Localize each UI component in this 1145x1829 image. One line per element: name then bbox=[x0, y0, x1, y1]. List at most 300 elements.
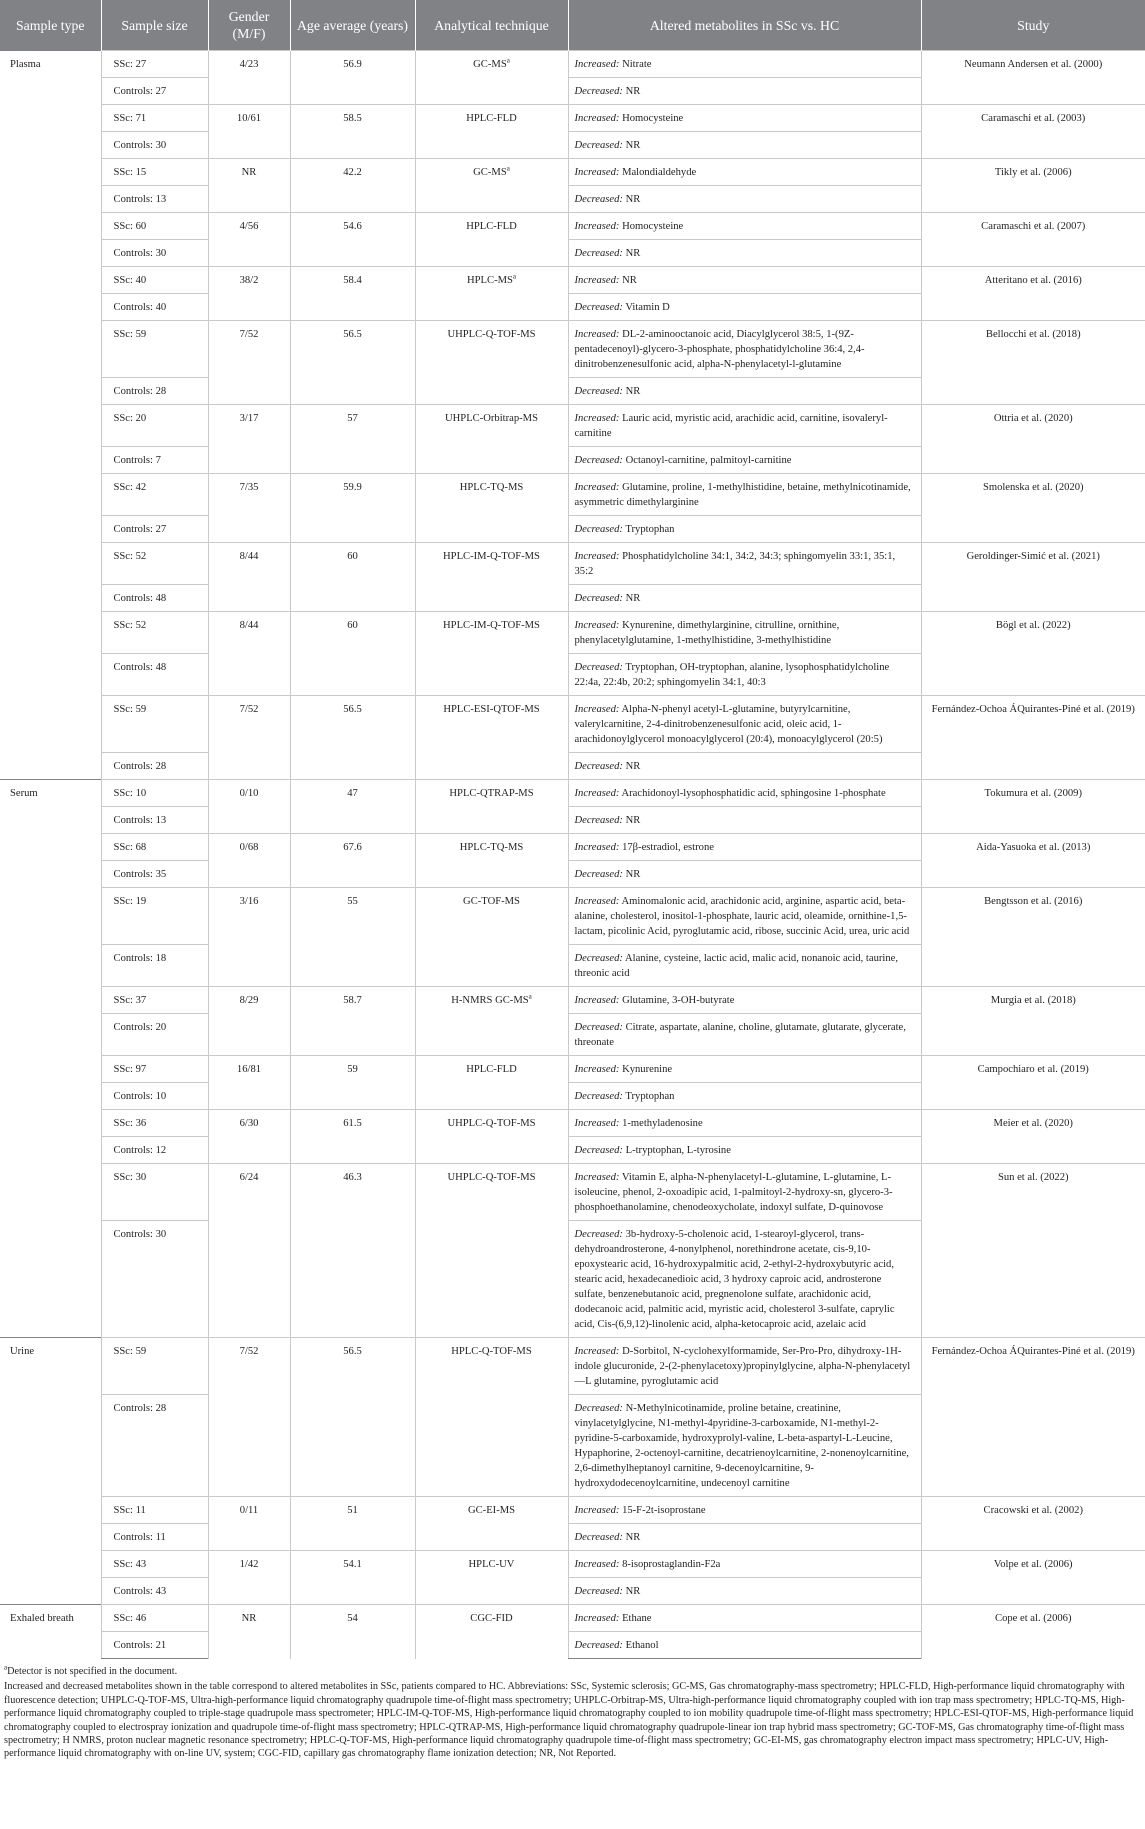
decreased-metabolites: NR bbox=[625, 869, 641, 880]
technique-text: HPLC-TQ-MS bbox=[459, 482, 524, 493]
technique-text: GC-TOF-MS bbox=[463, 896, 520, 907]
decreased-cell bbox=[568, 1632, 921, 1659]
increased-metabolites: 8-isoprostaglandin-F2a bbox=[622, 1559, 721, 1570]
study-cell: Atteritano et al. (2016) bbox=[921, 267, 1145, 321]
technique-text: UHPLC-Q-TOF-MS bbox=[447, 329, 536, 340]
technique-cell bbox=[415, 105, 568, 159]
technique-cell bbox=[415, 1110, 568, 1164]
technique-text: GC-MS bbox=[473, 59, 507, 70]
age-cell: 61.5 bbox=[290, 1110, 415, 1164]
ssc-size-cell: SSc: 37 bbox=[101, 987, 208, 1014]
decreased-cell bbox=[568, 1014, 921, 1056]
decreased-label: Decreased: bbox=[574, 524, 623, 535]
table-row bbox=[0, 1056, 1145, 1083]
controls-size-cell: Controls: 13 bbox=[101, 807, 208, 834]
gender-cell: 6/30 bbox=[208, 1110, 290, 1164]
table-row bbox=[0, 1605, 1145, 1632]
increased-cell bbox=[568, 696, 921, 753]
technique-cell bbox=[415, 1605, 568, 1659]
ssc-size-cell: SSc: 59 bbox=[101, 321, 208, 378]
controls-size-cell: Controls: 13 bbox=[101, 186, 208, 213]
increased-metabolites: Vitamin E, alpha-N-phenylacetyl-L-glutamine, L-glutamine, L-isoleucine, phenol, 2-oxoadipic acid, 1-palmitoyl-2-hydroxy-sn, glycero-3-phosphoethanolamine, chenodeoxycholate, indoxyl sulfate, D-quinovose bbox=[574, 1172, 893, 1213]
controls-size-cell: Controls: 40 bbox=[101, 294, 208, 321]
ssc-size-cell: SSc: 42 bbox=[101, 474, 208, 516]
decreased-metabolites: NR bbox=[625, 761, 641, 772]
increased-metabolites: Arachidonoyl-lysophosphatidic acid, sphingosine 1-phosphate bbox=[621, 788, 886, 799]
table-row bbox=[0, 405, 1145, 447]
ssc-size-cell: SSc: 11 bbox=[101, 1497, 208, 1524]
ssc-size-cell: SSc: 20 bbox=[101, 405, 208, 447]
study-cell: Caramaschi et al. (2007) bbox=[921, 213, 1145, 267]
controls-size-cell: Controls: 27 bbox=[101, 516, 208, 543]
decreased-label: Decreased: bbox=[574, 953, 623, 964]
age-cell: 51 bbox=[290, 1497, 415, 1551]
technique-cell bbox=[415, 405, 568, 474]
technique-text: HPLC-MS bbox=[466, 275, 513, 286]
decreased-cell bbox=[568, 945, 921, 987]
increased-label: Increased: bbox=[574, 59, 620, 70]
study-cell: Neumann Andersen et al. (2000) bbox=[921, 51, 1145, 105]
decreased-cell bbox=[568, 186, 921, 213]
increased-cell bbox=[568, 834, 921, 861]
increased-metabolites: Kynurenine, dimethylarginine, citrulline, ornithine, phenylacetylglutamine, 1-methylhistidine, 3-methylhistidine bbox=[574, 620, 840, 646]
increased-metabolites: Alpha-N-phenyl acetyl-L-glutamine, butyrylcarnitine, valerylcarnitine, 2-4-dinitrobenzenesulfonic acid, oleic acid, 1-arachidonoylglycerol monoacylglycerol (20:4), monoacylglycerol (20:5) bbox=[574, 704, 883, 745]
study-cell: Aida-Yasuoka et al. (2013) bbox=[921, 834, 1145, 888]
increased-metabolites: Glutamine, 3-OH-butyrate bbox=[622, 995, 735, 1006]
increased-label: Increased: bbox=[574, 1346, 620, 1357]
gender-cell: NR bbox=[208, 1605, 290, 1659]
controls-size-cell: Controls: 28 bbox=[101, 378, 208, 405]
technique-cell bbox=[415, 51, 568, 105]
ssc-size-cell: SSc: 59 bbox=[101, 1338, 208, 1395]
technique-cell bbox=[415, 267, 568, 321]
decreased-cell bbox=[568, 585, 921, 612]
increased-metabolites: DL-2-aminooctanoic acid, Diacylglycerol 38:5, 1-(9Z-pentadecenoyl)-glycero-3-phosphate, phosphatidylcholine 36:4, 2,4-dinitrobenzenesulfonic acid, alpha-N-phenylacetyl-l-glutamine bbox=[574, 329, 865, 370]
controls-size-cell: Controls: 12 bbox=[101, 1137, 208, 1164]
increased-label: Increased: bbox=[574, 113, 620, 124]
increased-cell bbox=[568, 1056, 921, 1083]
technique-cell bbox=[415, 987, 568, 1056]
increased-label: Increased: bbox=[574, 1172, 620, 1183]
increased-cell bbox=[568, 159, 921, 186]
study-cell: Campochiaro et al. (2019) bbox=[921, 1056, 1145, 1110]
study-cell: Fernández-Ochoa ÁQuirantes-Piné et al. (2019) bbox=[921, 696, 1145, 780]
increased-label: Increased: bbox=[574, 167, 620, 178]
ssc-size-cell: SSc: 71 bbox=[101, 105, 208, 132]
technique-text: HPLC-Q-TOF-MS bbox=[451, 1346, 532, 1357]
controls-size-cell: Controls: 28 bbox=[101, 753, 208, 780]
increased-metabolites: Malondialdehyde bbox=[622, 167, 697, 178]
decreased-metabolites: NR bbox=[625, 248, 641, 259]
age-cell: 58.4 bbox=[290, 267, 415, 321]
footnote-detector bbox=[4, 1665, 1141, 1678]
technique-text: HPLC-ESI-QTOF-MS bbox=[443, 704, 540, 715]
age-cell: 57 bbox=[290, 405, 415, 474]
decreased-metabolites: NR bbox=[625, 86, 641, 97]
increased-label: Increased: bbox=[574, 1064, 620, 1075]
ssc-size-cell: SSc: 10 bbox=[101, 780, 208, 807]
age-cell: 60 bbox=[290, 612, 415, 696]
decreased-cell bbox=[568, 1578, 921, 1605]
table-row bbox=[0, 543, 1145, 585]
technique-cell bbox=[415, 612, 568, 696]
age-cell: 60 bbox=[290, 543, 415, 612]
decreased-metabolites: NR bbox=[625, 1532, 641, 1543]
technique-text: UHPLC-Orbitrap-MS bbox=[445, 413, 538, 424]
increased-cell bbox=[568, 1110, 921, 1137]
table-row bbox=[0, 474, 1145, 516]
decreased-label: Decreased: bbox=[574, 140, 623, 151]
technique-text: HPLC-IM-Q-TOF-MS bbox=[443, 551, 540, 562]
ssc-size-cell: SSc: 59 bbox=[101, 696, 208, 753]
decreased-label: Decreased: bbox=[574, 455, 623, 466]
increased-cell bbox=[568, 612, 921, 654]
technique-footnote-mark: a bbox=[512, 272, 517, 281]
increased-label: Increased: bbox=[574, 842, 620, 853]
decreased-metabolites: Ethanol bbox=[625, 1640, 659, 1651]
increased-metabolites: Glutamine, proline, 1-methylhistidine, betaine, methylnicotinamide, asymmetric dimethylarginine bbox=[574, 482, 911, 508]
decreased-metabolites: L-tryptophan, L-tyrosine bbox=[625, 1145, 731, 1156]
gender-cell: 8/44 bbox=[208, 543, 290, 612]
technique-cell bbox=[415, 780, 568, 834]
decreased-metabolites: NR bbox=[625, 815, 641, 826]
gender-cell: 0/68 bbox=[208, 834, 290, 888]
study-cell: Tikly et al. (2006) bbox=[921, 159, 1145, 213]
decreased-cell bbox=[568, 294, 921, 321]
decreased-label: Decreased: bbox=[574, 1640, 623, 1651]
decreased-cell bbox=[568, 78, 921, 105]
increased-cell bbox=[568, 474, 921, 516]
gender-cell: 3/16 bbox=[208, 888, 290, 987]
gender-cell: 0/10 bbox=[208, 780, 290, 834]
study-cell: Sun et al. (2022) bbox=[921, 1164, 1145, 1338]
increased-cell bbox=[568, 1605, 921, 1632]
table-row bbox=[0, 51, 1145, 78]
table-row bbox=[0, 321, 1145, 378]
increased-metabolites: Lauric acid, myristic acid, arachidic acid, carnitine, isovaleryl-carnitine bbox=[574, 413, 888, 439]
age-cell: 58.7 bbox=[290, 987, 415, 1056]
age-cell: 56.5 bbox=[290, 696, 415, 780]
header-age-average: Age average (years) bbox=[290, 0, 415, 51]
decreased-metabolites: Octanoyl-carnitine, palmitoyl-carnitine bbox=[625, 455, 792, 466]
increased-metabolites: NR bbox=[622, 275, 637, 286]
technique-footnote-mark: a bbox=[506, 164, 510, 173]
decreased-metabolites: NR bbox=[625, 593, 641, 604]
decreased-cell bbox=[568, 1083, 921, 1110]
increased-metabolites: Phosphatidylcholine 34:1, 34:2, 34:3; sphingomyelin 33:1, 35:1, 35:2 bbox=[574, 551, 896, 577]
table-row bbox=[0, 105, 1145, 132]
controls-size-cell: Controls: 30 bbox=[101, 240, 208, 267]
ssc-size-cell: SSc: 68 bbox=[101, 834, 208, 861]
increased-metabolites: Homocysteine bbox=[622, 113, 684, 124]
technique-text: GC-EI-MS bbox=[467, 1505, 516, 1516]
increased-label: Increased: bbox=[574, 620, 620, 631]
study-cell: Tokumura et al. (2009) bbox=[921, 780, 1145, 834]
increased-label: Increased: bbox=[574, 275, 620, 286]
sample-type-cell: Urine bbox=[0, 1338, 101, 1605]
ssc-size-cell: SSc: 30 bbox=[101, 1164, 208, 1221]
increased-label: Increased: bbox=[574, 482, 620, 493]
decreased-label: Decreased: bbox=[574, 248, 623, 259]
technique-cell bbox=[415, 474, 568, 543]
table-row bbox=[0, 159, 1145, 186]
decreased-cell bbox=[568, 807, 921, 834]
decreased-cell bbox=[568, 378, 921, 405]
age-cell: 42.2 bbox=[290, 159, 415, 213]
controls-size-cell: Controls: 21 bbox=[101, 1632, 208, 1659]
decreased-cell bbox=[568, 240, 921, 267]
decreased-cell bbox=[568, 654, 921, 696]
decreased-label: Decreased: bbox=[574, 1145, 623, 1156]
ssc-size-cell: SSc: 60 bbox=[101, 213, 208, 240]
technique-text: HPLC-IM-Q-TOF-MS bbox=[443, 620, 540, 631]
gender-cell: 7/35 bbox=[208, 474, 290, 543]
technique-cell bbox=[415, 1056, 568, 1110]
technique-cell bbox=[415, 1551, 568, 1605]
technique-cell bbox=[415, 1497, 568, 1551]
decreased-label: Decreased: bbox=[574, 1532, 623, 1543]
table-row bbox=[0, 888, 1145, 945]
increased-metabolites: Aminomalonic acid, arachidonic acid, arginine, aspartic acid, beta-alanine, cholesterol, inositol-1-phosphate, lauric acid, oleamide, ornithine-1,5-lactam, picolinic Acid, pyroglutamic acid, ribose, succinic Acid, urea, uric acid bbox=[574, 896, 910, 937]
increased-label: Increased: bbox=[574, 896, 620, 907]
ssc-size-cell: SSc: 40 bbox=[101, 267, 208, 294]
decreased-label: Decreased: bbox=[574, 869, 623, 880]
controls-size-cell: Controls: 43 bbox=[101, 1578, 208, 1605]
decreased-cell bbox=[568, 1221, 921, 1338]
study-cell: Caramaschi et al. (2003) bbox=[921, 105, 1145, 159]
study-cell: Fernández-Ochoa ÁQuirantes-Piné et al. (2019) bbox=[921, 1338, 1145, 1497]
gender-cell: 7/52 bbox=[208, 321, 290, 405]
technique-cell bbox=[415, 321, 568, 405]
age-cell: 59 bbox=[290, 1056, 415, 1110]
technique-cell bbox=[415, 1338, 568, 1497]
table-row bbox=[0, 1338, 1145, 1395]
study-cell: Bögl et al. (2022) bbox=[921, 612, 1145, 696]
gender-cell: 10/61 bbox=[208, 105, 290, 159]
table-row bbox=[0, 267, 1145, 294]
decreased-label: Decreased: bbox=[574, 662, 623, 673]
increased-label: Increased: bbox=[574, 788, 620, 799]
age-cell: 67.6 bbox=[290, 834, 415, 888]
controls-size-cell: Controls: 28 bbox=[101, 1395, 208, 1497]
decreased-label: Decreased: bbox=[574, 1403, 623, 1414]
increased-metabolites: Homocysteine bbox=[622, 221, 684, 232]
ssc-size-cell: SSc: 46 bbox=[101, 1605, 208, 1632]
gender-cell: 7/52 bbox=[208, 1338, 290, 1497]
increased-cell bbox=[568, 1338, 921, 1395]
controls-size-cell: Controls: 27 bbox=[101, 78, 208, 105]
study-cell: Ottria et al. (2020) bbox=[921, 405, 1145, 474]
age-cell: 58.5 bbox=[290, 105, 415, 159]
technique-footnote-mark: a bbox=[528, 992, 532, 1001]
age-cell: 56.5 bbox=[290, 321, 415, 405]
decreased-metabolites: NR bbox=[625, 140, 641, 151]
gender-cell: 3/17 bbox=[208, 405, 290, 474]
study-cell: Murgia et al. (2018) bbox=[921, 987, 1145, 1056]
footnote-detector-text: Detector is not specified in the document. bbox=[7, 1666, 178, 1677]
increased-cell bbox=[568, 780, 921, 807]
table-row bbox=[0, 696, 1145, 753]
table-row bbox=[0, 612, 1145, 654]
increased-label: Increased: bbox=[574, 1559, 620, 1570]
increased-cell bbox=[568, 405, 921, 447]
gender-cell: 6/24 bbox=[208, 1164, 290, 1338]
ssc-size-cell: SSc: 36 bbox=[101, 1110, 208, 1137]
age-cell: 54.6 bbox=[290, 213, 415, 267]
decreased-label: Decreased: bbox=[574, 1586, 623, 1597]
controls-size-cell: Controls: 10 bbox=[101, 1083, 208, 1110]
decreased-cell bbox=[568, 132, 921, 159]
technique-footnote-mark: a bbox=[506, 56, 510, 65]
increased-cell bbox=[568, 51, 921, 78]
increased-metabolites: Ethane bbox=[622, 1613, 652, 1624]
decreased-cell bbox=[568, 516, 921, 543]
decreased-label: Decreased: bbox=[574, 86, 623, 97]
decreased-label: Decreased: bbox=[574, 1022, 623, 1033]
increased-cell bbox=[568, 1551, 921, 1578]
decreased-metabolites: 3b-hydroxy-5-cholenoic acid, 1-stearoyl-glycerol, trans-dehydroandrosterone, 4-nonylphenol, norethindrone acetate, cis-9,10-epoxystearic acid, 16-hydroxypalmitic acid, 2-ethyl-2-hydroxybutyric acid, stearic acid, hexadecanedioic acid, 3 hydroxy caproic acid, androsterone sulfate, benzenebutanoic acid, pregnenolone sulfate, arachidonic acid, dodecanoic acid, palmitic acid, myristic acid, cholesterol 3-sulfate, caprylic acid, Cis-(6,9,12)-linolenic acid, alpha-ketocaproic acid, azelaic acid bbox=[574, 1229, 895, 1330]
decreased-metabolites: NR bbox=[625, 194, 641, 205]
gender-cell: 7/52 bbox=[208, 696, 290, 780]
table-row bbox=[0, 834, 1145, 861]
footnote-abbreviations: Increased and decreased metabolites shown in the table correspond to altered metabolites in SSc, patients compared to HC. Abbreviations: SSc, Systemic sclerosis; GC-MS, Gas chromatography-mass spectrometry; HPLC-FLD, High-performance liquid chromatography with fluorescence detection; UHPLC-Q-TOF-MS, Ultra-high-performance liquid chromatography quadrupole time-of-flight mass spectrometry; UHPLC-Orbitrap-MS, Ultra-high-performance liquid chromatography coupled with ion trap mass spectrometry; HPLC-TQ-MS, High-performance liquid chromatography coupled to triple-stage quadrupole mass spectrometer; HPLC-IM-Q-TOF-MS, High-performance liquid chromatography coupled to ion mobility quadrupole time-of-flight mass spectrometry; HPLC-ESI-QTOF-MS, High-performance liquid chromatography coupled to electrospray ionization and quadrupole time-of-flight mass spectrometry; HPLC-QTRAP-MS, High-performance liquid chromatography quadrupole-linear ion trap hybrid mass spectrometry; GC-TOF-MS, Gas chromatography time-of-flight mass spectrometry; H NMRS, proton nuclear magnetic resonance spectrometry; HPLC-Q-TOF-MS, High-performance liquid chromatography quadrupole time-of-flight mass spectrometry; GC-EI-MS, gas chromatography electron impact mass spectrometry; HPLC-UV, High-performance liquid chromatography with on-line UV, system; CGC-FID, capillary gas chromatography flame ionization detection; NR, Not Reported. bbox=[4, 1681, 1134, 1760]
ssc-size-cell: SSc: 15 bbox=[101, 159, 208, 186]
table-footnotes bbox=[0, 1659, 1145, 1761]
decreased-label: Decreased: bbox=[574, 815, 623, 826]
increased-cell bbox=[568, 105, 921, 132]
gender-cell: NR bbox=[208, 159, 290, 213]
age-cell: 54 bbox=[290, 1605, 415, 1659]
decreased-cell bbox=[568, 1137, 921, 1164]
study-cell: Cope et al. (2006) bbox=[921, 1605, 1145, 1659]
header-gender: Gender (M/F) bbox=[208, 0, 290, 51]
sample-type-cell: Serum bbox=[0, 780, 101, 1338]
header-altered-metabolites: Altered metabolites in SSc vs. HC bbox=[568, 0, 921, 51]
increased-cell bbox=[568, 888, 921, 945]
technique-cell bbox=[415, 213, 568, 267]
technique-cell bbox=[415, 543, 568, 612]
decreased-metabolites: Tryptophan bbox=[625, 1091, 675, 1102]
age-cell: 54.1 bbox=[290, 1551, 415, 1605]
age-cell: 56.5 bbox=[290, 1338, 415, 1497]
decreased-cell bbox=[568, 1395, 921, 1497]
decreased-cell bbox=[568, 861, 921, 888]
ssc-size-cell: SSc: 97 bbox=[101, 1056, 208, 1083]
increased-label: Increased: bbox=[574, 704, 620, 715]
decreased-label: Decreased: bbox=[574, 1229, 623, 1240]
study-cell: Smolenska et al. (2020) bbox=[921, 474, 1145, 543]
increased-metabolites: Nitrate bbox=[622, 59, 652, 70]
decreased-metabolites: Tryptophan bbox=[625, 524, 675, 535]
decreased-label: Decreased: bbox=[574, 302, 623, 313]
decreased-metabolites: Citrate, aspartate, alanine, choline, glutamate, glutarate, glycerate, threonate bbox=[574, 1022, 906, 1048]
increased-label: Increased: bbox=[574, 1613, 620, 1624]
increased-cell bbox=[568, 987, 921, 1014]
gender-cell: 0/11 bbox=[208, 1497, 290, 1551]
decreased-metabolites: Tryptophan, OH-tryptophan, alanine, lysophosphatidylcholine 22:4a, 22:4b, 20:2; sphingomyelin 34:1, 40:3 bbox=[574, 662, 890, 688]
table-row bbox=[0, 213, 1145, 240]
table-row bbox=[0, 1551, 1145, 1578]
sample-type-cell: Exhaled breath bbox=[0, 1605, 101, 1659]
increased-metabolites: 17β-estradiol, estrone bbox=[622, 842, 714, 853]
header-analytical-technique: Analytical technique bbox=[415, 0, 568, 51]
controls-size-cell: Controls: 11 bbox=[101, 1524, 208, 1551]
study-cell: Geroldinger-Simić et al. (2021) bbox=[921, 543, 1145, 612]
increased-label: Increased: bbox=[574, 995, 620, 1006]
decreased-label: Decreased: bbox=[574, 194, 623, 205]
technique-cell bbox=[415, 888, 568, 987]
age-cell: 46.3 bbox=[290, 1164, 415, 1338]
increased-label: Increased: bbox=[574, 1505, 620, 1516]
table-header bbox=[0, 0, 1145, 51]
decreased-metabolites: N-Methylnicotinamide, proline betaine, creatinine, vinylacetylglycine, N1-methyl-4pyridine-3-carboxamide, N1-methyl-2-pyridine-5-carboxamide, hydroxyprolyl-valine, L-beta-aspartyl-L-Leucine, Hypaphorine, 2-octenoyl-carnitine, decatrienoylcarnitine, 2-nonenoylcarnitine, 2,6-dimethylheptanoyl carnitine, 9-decenoylcarnitine, 9-hydroxydodecenoylcarnitine, undecenoyl carnitine bbox=[574, 1403, 909, 1489]
study-cell: Volpe et al. (2006) bbox=[921, 1551, 1145, 1605]
gender-cell: 38/2 bbox=[208, 267, 290, 321]
ssc-size-cell: SSc: 19 bbox=[101, 888, 208, 945]
increased-label: Increased: bbox=[574, 329, 620, 340]
controls-size-cell: Controls: 18 bbox=[101, 945, 208, 987]
increased-label: Increased: bbox=[574, 413, 620, 424]
technique-text: HPLC-FLD bbox=[466, 1064, 517, 1075]
header-study: Study bbox=[921, 0, 1145, 51]
gender-cell: 4/56 bbox=[208, 213, 290, 267]
decreased-label: Decreased: bbox=[574, 593, 623, 604]
footnote-mark: a bbox=[4, 1663, 8, 1672]
controls-size-cell: Controls: 7 bbox=[101, 447, 208, 474]
increased-metabolites: 15-F-2t-isoprostane bbox=[622, 1505, 706, 1516]
gender-cell: 16/81 bbox=[208, 1056, 290, 1110]
header-sample-size: Sample size bbox=[101, 0, 208, 51]
technique-cell bbox=[415, 159, 568, 213]
controls-size-cell: Controls: 48 bbox=[101, 585, 208, 612]
decreased-cell bbox=[568, 1524, 921, 1551]
technique-text: HPLC-FLD bbox=[466, 221, 517, 232]
increased-cell bbox=[568, 543, 921, 585]
study-cell: Meier et al. (2020) bbox=[921, 1110, 1145, 1164]
study-cell: Bengtsson et al. (2016) bbox=[921, 888, 1145, 987]
table-row bbox=[0, 987, 1145, 1014]
increased-label: Increased: bbox=[574, 221, 620, 232]
technique-cell bbox=[415, 696, 568, 780]
technique-text: UHPLC-Q-TOF-MS bbox=[447, 1118, 536, 1129]
increased-cell bbox=[568, 267, 921, 294]
decreased-metabolites: Vitamin D bbox=[625, 302, 670, 313]
increased-metabolites: Kynurenine bbox=[622, 1064, 673, 1075]
technique-text: HPLC-UV bbox=[468, 1559, 515, 1570]
decreased-label: Decreased: bbox=[574, 761, 623, 772]
increased-cell bbox=[568, 1497, 921, 1524]
increased-cell bbox=[568, 213, 921, 240]
header-sample-type: Sample type bbox=[0, 0, 101, 51]
study-cell: Bellocchi et al. (2018) bbox=[921, 321, 1145, 405]
ssc-size-cell: SSc: 43 bbox=[101, 1551, 208, 1578]
controls-size-cell: Controls: 48 bbox=[101, 654, 208, 696]
ssc-size-cell: SSc: 27 bbox=[101, 51, 208, 78]
technique-cell bbox=[415, 834, 568, 888]
table-row bbox=[0, 1164, 1145, 1221]
decreased-label: Decreased: bbox=[574, 1091, 623, 1102]
ssc-size-cell: SSc: 52 bbox=[101, 543, 208, 585]
age-cell: 47 bbox=[290, 780, 415, 834]
increased-label: Increased: bbox=[574, 1118, 620, 1129]
increased-metabolites: D-Sorbitol, N-cyclohexylformamide, Ser-Pro-Pro, dihydroxy-1H-indole glucuronide, 2-(2-phenylacetoxy)propinylglycine, alpha-N-phenylacetyl—L glutamine, pyroglutamic acid bbox=[574, 1346, 911, 1387]
gender-cell: 8/29 bbox=[208, 987, 290, 1056]
increased-label: Increased: bbox=[574, 551, 620, 562]
table-row bbox=[0, 1110, 1145, 1137]
controls-size-cell: Controls: 20 bbox=[101, 1014, 208, 1056]
technique-text: HPLC-TQ-MS bbox=[459, 842, 524, 853]
technique-text: HPLC-FLD bbox=[466, 113, 517, 124]
